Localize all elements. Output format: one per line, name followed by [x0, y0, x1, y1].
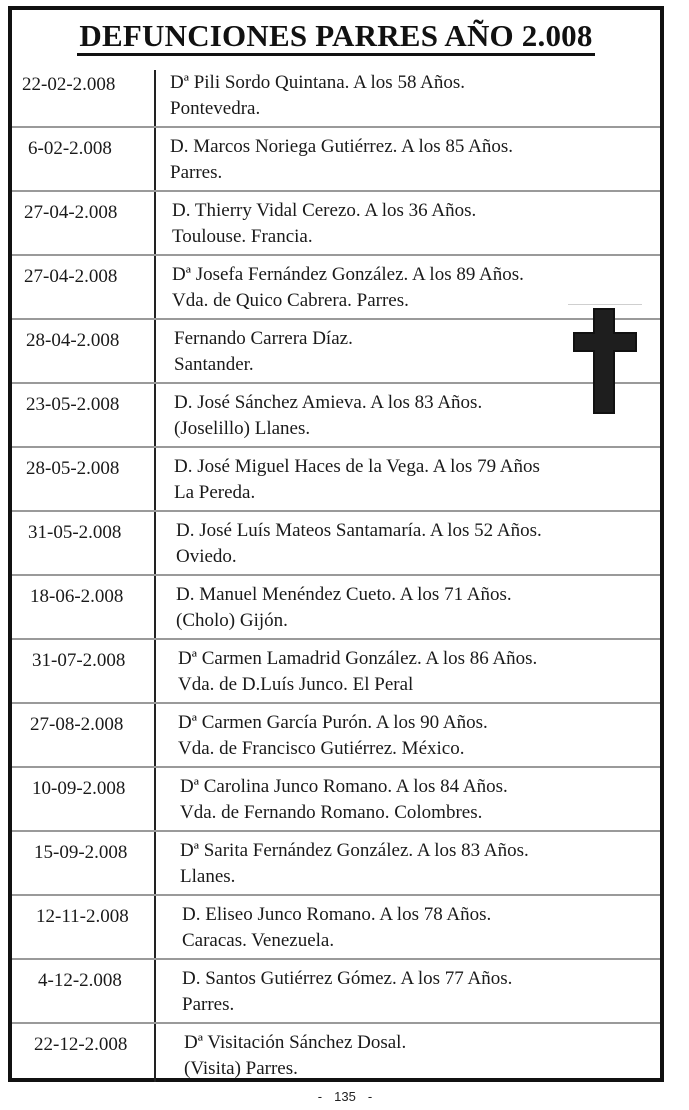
row-separator [12, 894, 660, 896]
entry-detail-line: Oviedo. [176, 546, 237, 567]
row-separator [12, 446, 660, 448]
obituary-frame [8, 6, 664, 1082]
entry-detail-line: Vda. de Fernando Romano. Colombres. [180, 802, 483, 823]
page-footer [290, 1089, 400, 1104]
entry-name-line: Dª Visitación Sánchez Dosal. [184, 1032, 407, 1053]
row-separator [12, 382, 660, 384]
entry-date: 12-11-2.008 [36, 906, 129, 927]
entry-detail-line: Vda. de Francisco Gutiérrez. México. [178, 738, 465, 759]
entry-date: 31-07-2.008 [32, 650, 126, 671]
entry-date: 31-05-2.008 [28, 522, 122, 543]
row-separator [12, 574, 660, 576]
footer-dash-left: - [317, 1089, 323, 1104]
entry-detail-line: Pontevedra. [170, 98, 261, 119]
entry-date: 22-02-2.008 [22, 74, 116, 95]
entry-name-line: Dª Pili Sordo Quintana. A los 58 Años. [170, 72, 466, 93]
entry-detail-line: Caracas. Venezuela. [182, 930, 335, 951]
entry-date: 6-02-2.008 [28, 138, 112, 159]
row-separator [12, 190, 660, 192]
row-separator [12, 510, 660, 512]
entry-detail-line: Parres. [170, 162, 223, 183]
entry-name-line: Dª Carolina Junco Romano. A los 84 Años. [180, 776, 508, 797]
entry-name-line: D. José Luís Mateos Santamaría. A los 52 Años. [176, 520, 542, 541]
row-separator [12, 702, 660, 704]
entry-name-line: D. Eliseo Junco Romano. A los 78 Años. [182, 904, 492, 925]
entry-date: 27-04-2.008 [24, 202, 118, 223]
entry-detail-line: Vda. de D.Luís Junco. El Peral [178, 674, 414, 695]
entry-detail-line: Toulouse. Francia. [172, 226, 313, 247]
row-separator [12, 766, 660, 768]
row-separator [12, 638, 660, 640]
entry-name-line: Dª Josefa Fernández González. A los 89 Años. [172, 264, 524, 285]
entry-date: 22-12-2.008 [34, 1034, 128, 1055]
entry-detail-line: Llanes. [180, 866, 236, 887]
footer-dash-right: - [367, 1089, 373, 1104]
entry-date: 4-12-2.008 [38, 970, 122, 991]
row-separator [12, 126, 660, 128]
column-divider [154, 70, 156, 1082]
entry-date: 27-04-2.008 [24, 266, 118, 287]
entry-detail-line: (Visita) Parres. [184, 1058, 298, 1079]
entry-detail-line: (Cholo) Gijón. [176, 610, 288, 631]
entry-date: 10-09-2.008 [32, 778, 126, 799]
entry-name-line: D. Santos Gutiérrez Gómez. A los 77 Años. [182, 968, 513, 989]
entry-date: 27-08-2.008 [30, 714, 124, 735]
entry-name-line: D. Manuel Menéndez Cueto. A los 71 Años. [176, 584, 512, 605]
entry-date: 28-04-2.008 [26, 330, 120, 351]
entry-detail-line: Santander. [174, 354, 254, 375]
entry-detail-line: Parres. [182, 994, 235, 1015]
entry-date: 18-06-2.008 [30, 586, 124, 607]
entry-name-line: Fernando Carrera Díaz. [174, 328, 353, 349]
entry-date: 15-09-2.008 [34, 842, 128, 863]
row-separator [12, 958, 660, 960]
entry-name-line: Dª Carmen García Purón. A los 90 Años. [178, 712, 488, 733]
entry-name-line: Dª Carmen Lamadrid González. A los 86 Años. [178, 648, 538, 669]
row-separator [12, 254, 660, 256]
cross-icon [568, 302, 642, 420]
entry-name-line: D. Marcos Noriega Gutiérrez. A los 85 Años. [170, 136, 513, 157]
entry-name-line: D. Thierry Vidal Cerezo. A los 36 Años. [172, 200, 477, 221]
entry-date: 28-05-2.008 [26, 458, 120, 479]
page-title-text: DEFUNCIONES PARRES AÑO 2.008 [77, 18, 594, 56]
entry-detail-line: La Pereda. [174, 482, 256, 503]
entry-name-line: D. José Miguel Haces de la Vega. A los 79 Años [174, 456, 540, 477]
entry-detail-line: (Joselillo) Llanes. [174, 418, 311, 439]
row-separator [12, 830, 660, 832]
entry-name-line: Dª Sarita Fernández González. A los 83 Años. [180, 840, 529, 861]
entry-detail-line: Vda. de Quico Cabrera. Parres. [172, 290, 409, 311]
page-title [12, 18, 660, 54]
entry-name-line: D. José Sánchez Amieva. A los 83 Años. [174, 392, 483, 413]
entry-date: 23-05-2.008 [26, 394, 120, 415]
row-separator [12, 1022, 660, 1024]
page-number: 135 [334, 1089, 356, 1104]
row-separator [12, 318, 660, 320]
